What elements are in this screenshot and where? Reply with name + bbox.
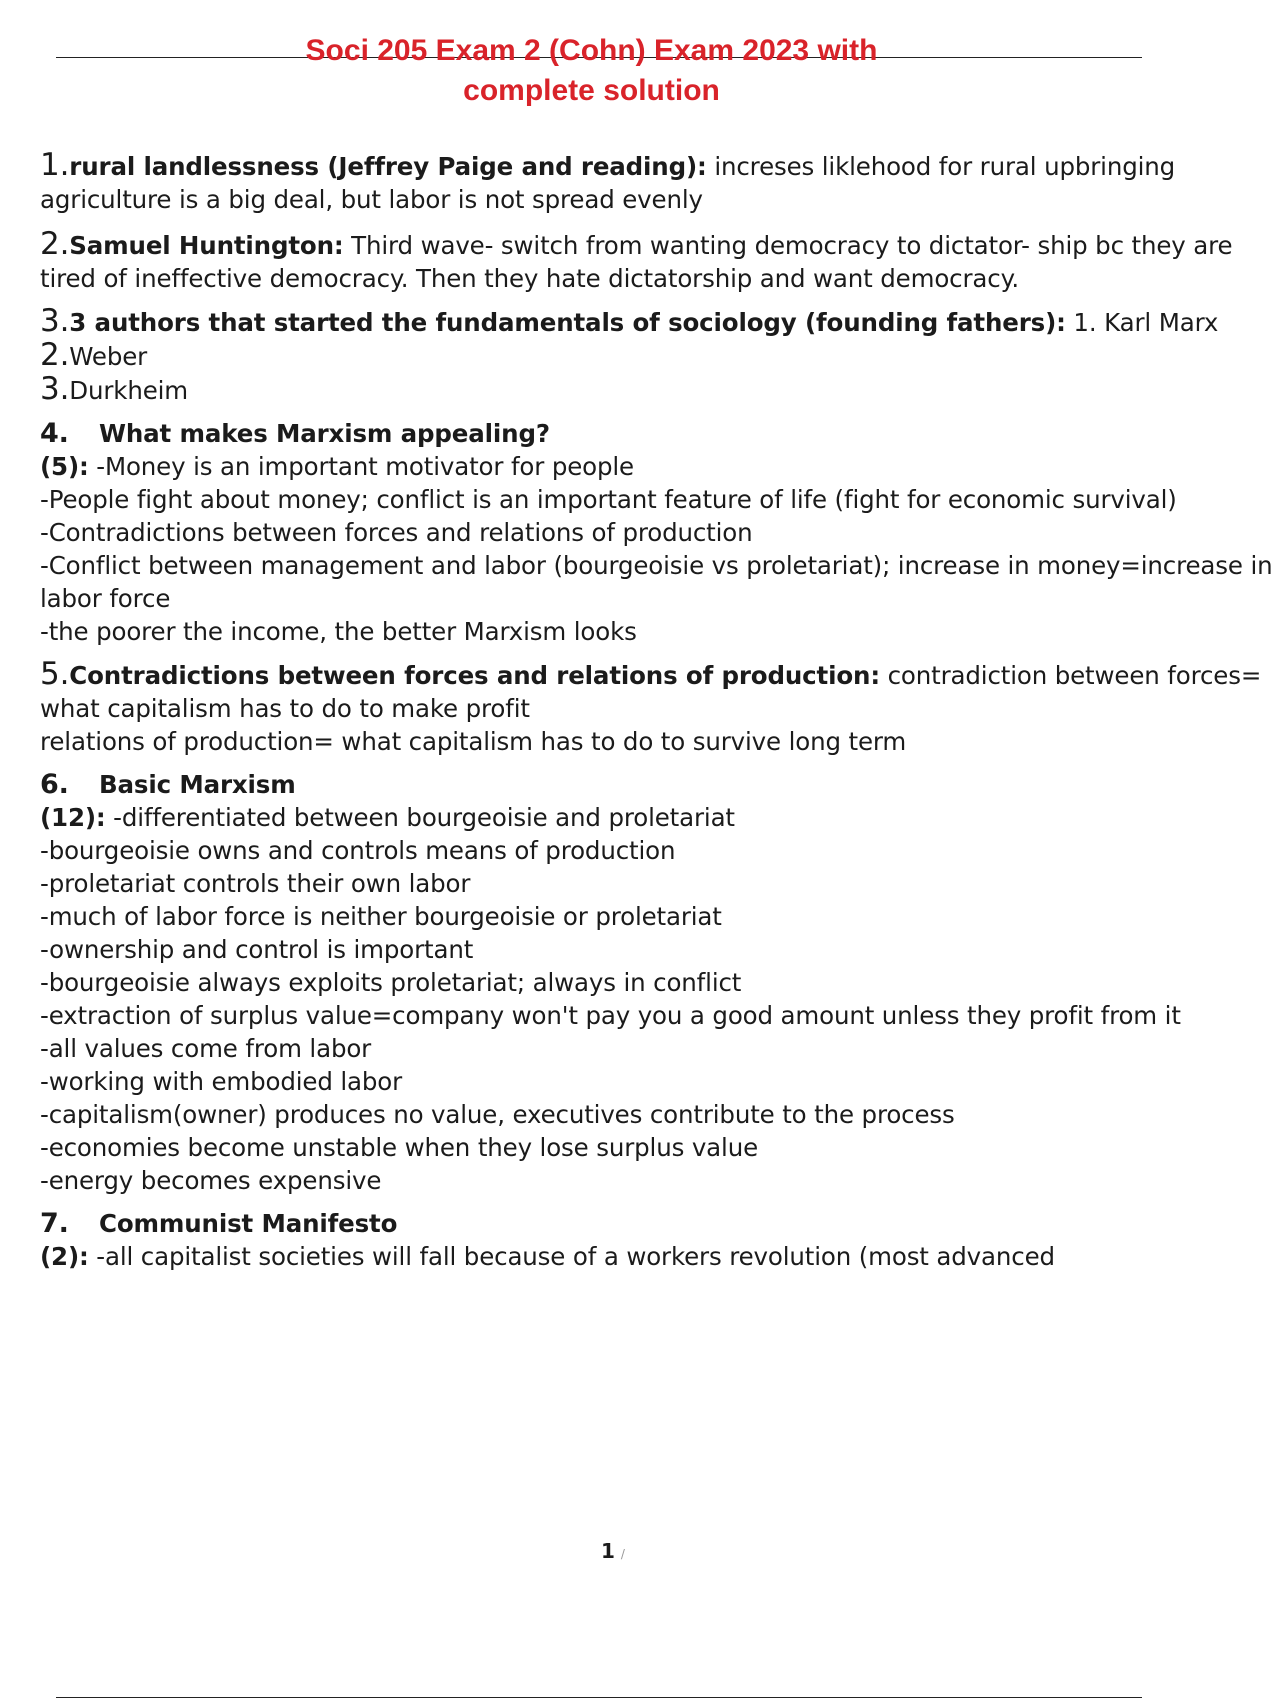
- question-3: [40, 303, 1219, 407]
- answer-line: -bourgeoisie owns and controls means of production: [40, 836, 676, 865]
- question-1: [40, 149, 1198, 216]
- answer-text: Third wave- switch from wanting democracy to dictator- ship bc they are: [343, 231, 1233, 260]
- document-title-line-1: Soci 205 Exam 2 (Cohn) Exam 2023 with: [305, 34, 878, 67]
- answer-line: -the poorer the income, the better Marxism looks: [40, 617, 637, 646]
- question-number: 6.: [40, 769, 69, 800]
- question-number: 4.: [40, 418, 69, 449]
- answer-line: -Contradictions between forces and relations of production: [40, 518, 753, 547]
- question-label: What makes Marxism appealing?: [99, 419, 550, 448]
- question-number: 7.: [40, 1208, 69, 1239]
- answer-line: -extraction of surplus value=company won't pay you a good amount unless they profit from it: [40, 1001, 1181, 1030]
- question-label: Samuel Huntington:: [69, 231, 344, 260]
- document-body: [40, 147, 1273, 1283]
- answer-line: [40, 339, 1198, 373]
- question-label: Communist Manifesto: [99, 1209, 398, 1238]
- question-label: Contradictions between forces and relations of production:: [69, 661, 880, 690]
- answer-line: agriculture is a big deal, but labor is not spread evenly: [40, 185, 703, 214]
- question-label: 3 authors that started the fundamentals of sociology (founding fathers):: [69, 308, 1066, 337]
- answer-line: -People fight about money; conflict is an important feature of life (fight for economic survival): [40, 485, 1177, 514]
- answer-line: [40, 373, 1198, 407]
- answer-line: tired of ineffective democracy. Then they hate dictatorship and want democracy.: [40, 264, 1020, 293]
- question-6: [40, 768, 1198, 1197]
- answer-line: -Money is an important motivator for people: [88, 452, 634, 481]
- answer-line: -all values come from labor: [40, 1034, 372, 1063]
- footer-rule: [56, 1697, 1142, 1698]
- sub-text: Weber: [69, 342, 148, 371]
- question-4: [40, 417, 1273, 648]
- point-count: (5):: [40, 452, 89, 481]
- question-number: 3.: [40, 303, 70, 339]
- answer-line: -bourgeoisie always exploits proletariat; always in conflict: [40, 968, 742, 997]
- answer-line: -capitalism(owner) produces no value, executives contribute to the process: [40, 1100, 955, 1129]
- answer-line: what capitalism has to do to make profit: [40, 694, 530, 723]
- sub-text: Durkheim: [69, 376, 189, 405]
- answer-line: -Conflict between management and labor (bourgeoisie vs proletariat); increase in money=increase in: [40, 551, 1273, 580]
- point-count: (12):: [40, 803, 106, 832]
- answer-line: -ownership and control is important: [40, 935, 474, 964]
- question-2: [40, 226, 1233, 295]
- page-number: [601, 1539, 625, 1563]
- answer-line: -all capitalist societies will fall because of a workers revolution (most advanced: [88, 1242, 1055, 1271]
- answer-text: contradiction between forces=: [879, 661, 1262, 690]
- answer-line: -much of labor force is neither bourgeoisie or proletariat: [40, 902, 722, 931]
- question-number: 2.: [40, 226, 70, 262]
- answer-text: increses liklehood for rural upbringing: [706, 152, 1176, 181]
- question-number: 1.: [40, 147, 70, 183]
- answer-line: -differentiated between bourgeoisie and proletariat: [105, 803, 735, 832]
- answer-text: 1. Karl Marx: [1065, 308, 1219, 337]
- document-title-line-2: complete solution: [463, 74, 720, 107]
- answer-line: -proletariat controls their own labor: [40, 869, 471, 898]
- point-count: (2):: [40, 1242, 89, 1271]
- answer-line: labor force: [40, 584, 171, 613]
- answer-line: -economies become unstable when they lose surplus value: [40, 1133, 759, 1162]
- answer-line: relations of production= what capitalism has to do to survive long term: [40, 727, 907, 756]
- sub-number: 2.: [40, 337, 70, 373]
- page-separator: /: [620, 1547, 625, 1561]
- answer-line: -working with embodied labor: [40, 1067, 403, 1096]
- question-5: [40, 656, 1262, 758]
- question-label: Basic Marxism: [99, 770, 296, 799]
- question-7: [40, 1207, 1198, 1273]
- sub-number: 3.: [40, 371, 70, 407]
- page-number-value: 1: [601, 1539, 615, 1563]
- answer-line: -energy becomes expensive: [40, 1166, 382, 1195]
- question-number: 5.: [40, 656, 70, 692]
- question-label: rural landlessness (Jeffrey Paige and reading):: [69, 152, 707, 181]
